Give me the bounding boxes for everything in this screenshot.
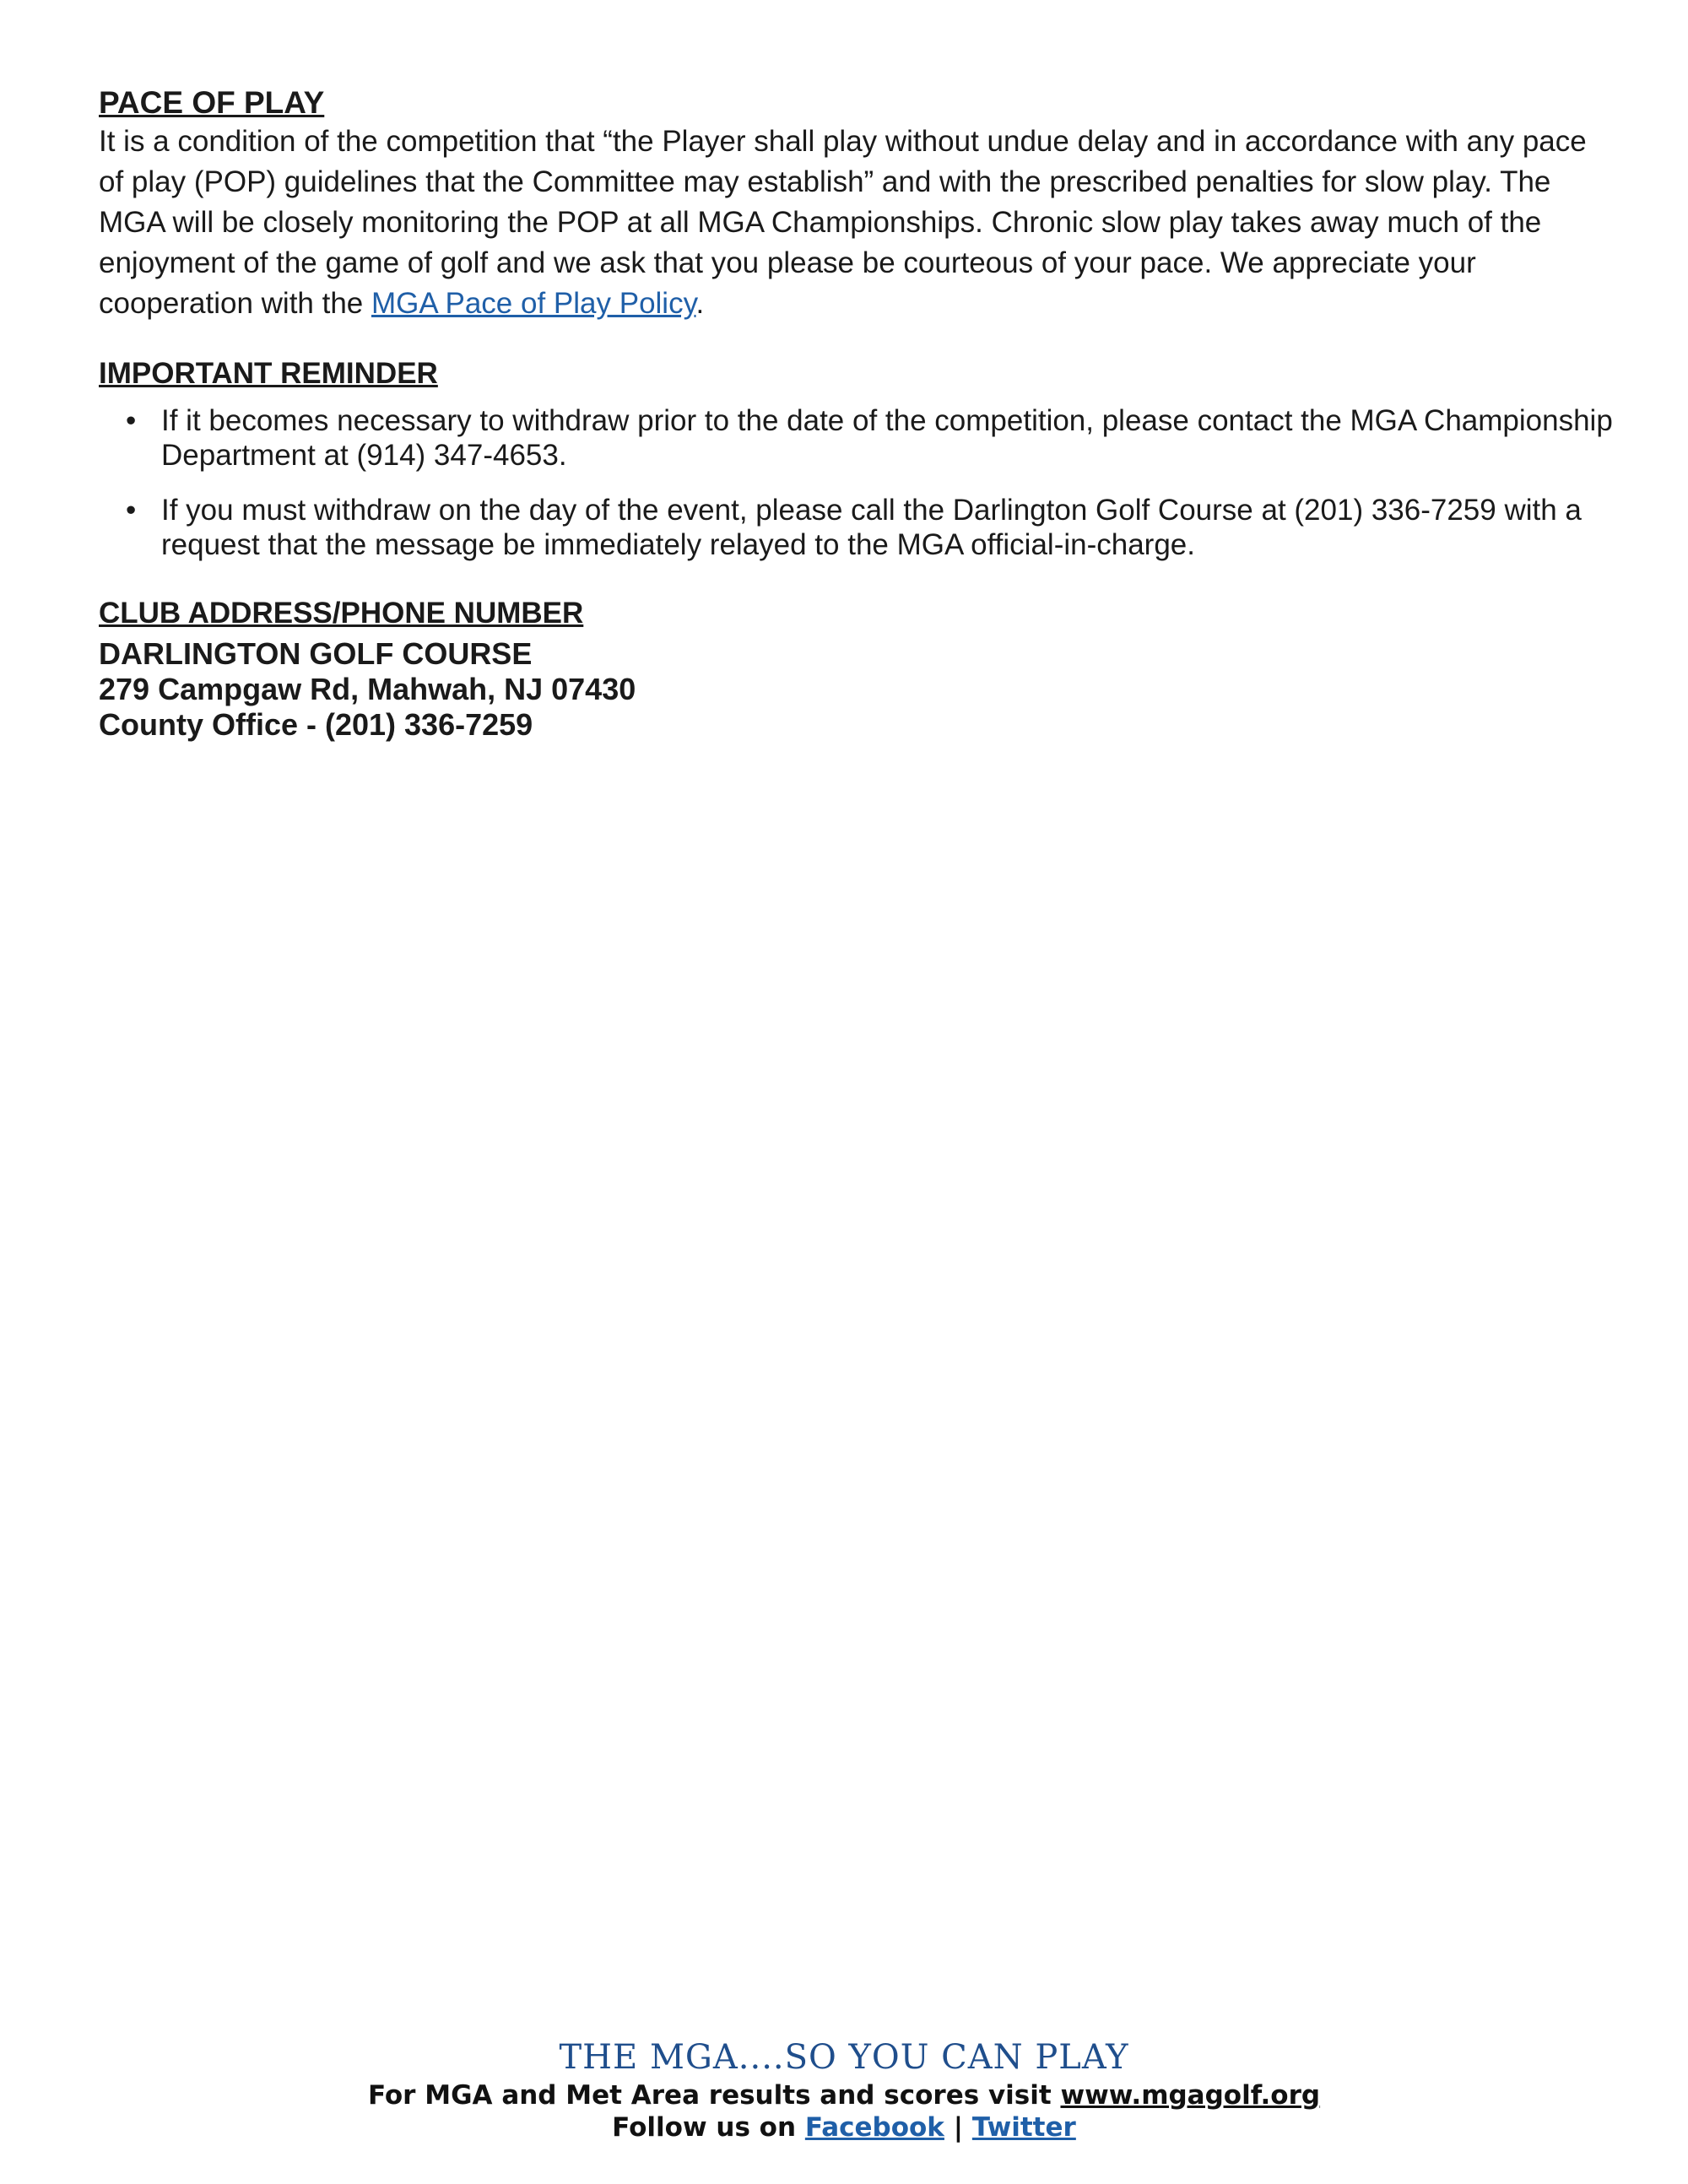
club-address-section [99,596,1618,743]
reminder-list [99,403,1618,562]
twitter-link[interactable]: Twitter [971,2112,1076,2143]
pace-of-play-policy-link[interactable]: MGA Pace of Play Policy [371,287,696,320]
website-link[interactable]: www.mgagolf.org [1060,2080,1321,2111]
club-address-heading: CLUB ADDRESS/PHONE NUMBER [99,597,584,630]
page-footer [0,2035,1688,2143]
footer-results-line [0,2079,1688,2111]
pace-of-play-text: It is a condition of the competition that “the Player shall play without undue delay and in accordance with any pace of play (POP) guidelines that the Committee may establish” and with the prescribed penalties for slow play. The MGA will be closely monitoring the POP at all MGA Championships. Chronic slow play takes away much of the enjoyment of the game of golf and we ask that you please be courteous of your pace. We appreciate your cooperation with the [99,125,1587,320]
footer-follow-text: Follow us on [612,2112,805,2143]
bullet-icon: • [126,404,137,437]
footer-separator: | [953,2112,964,2143]
important-reminder-section [99,356,1618,562]
footer-follow-line [0,2111,1688,2143]
club-name: DARLINGTON GOLF COURSE [99,636,533,671]
important-reminder-heading: IMPORTANT REMINDER [99,357,438,390]
pace-of-play-heading: PACE OF PLAY [99,85,325,120]
facebook-link[interactable]: Facebook [804,2112,944,2143]
club-phone: County Office - (201) 336-7259 [99,707,533,742]
pace-of-play-section [99,84,1618,324]
footer-tagline: THE MGA....SO YOU CAN PLAY [559,2038,1129,2077]
bullet-icon: • [126,494,137,527]
list-item [99,493,1618,562]
reminder-text: If it becomes necessary to withdraw prior to the date of the competition, please contact the MGA Championship Department at (914) 347-4653. [161,404,1613,472]
pace-of-play-end: . [695,287,705,320]
club-street-address: 279 Campgaw Rd, Mahwah, NJ 07430 [99,672,636,706]
footer-results-text: For MGA and Met Area results and scores visit [367,2080,1061,2111]
pace-of-play-paragraph [99,122,1618,324]
reminder-text: If you must withdraw on the day of the event, please call the Darlington Golf Course at (201) 336-7259 with a request that the message be immediately relayed to the MGA official-in-charge. [161,494,1582,561]
document-page [99,84,1618,743]
list-item [99,403,1618,473]
